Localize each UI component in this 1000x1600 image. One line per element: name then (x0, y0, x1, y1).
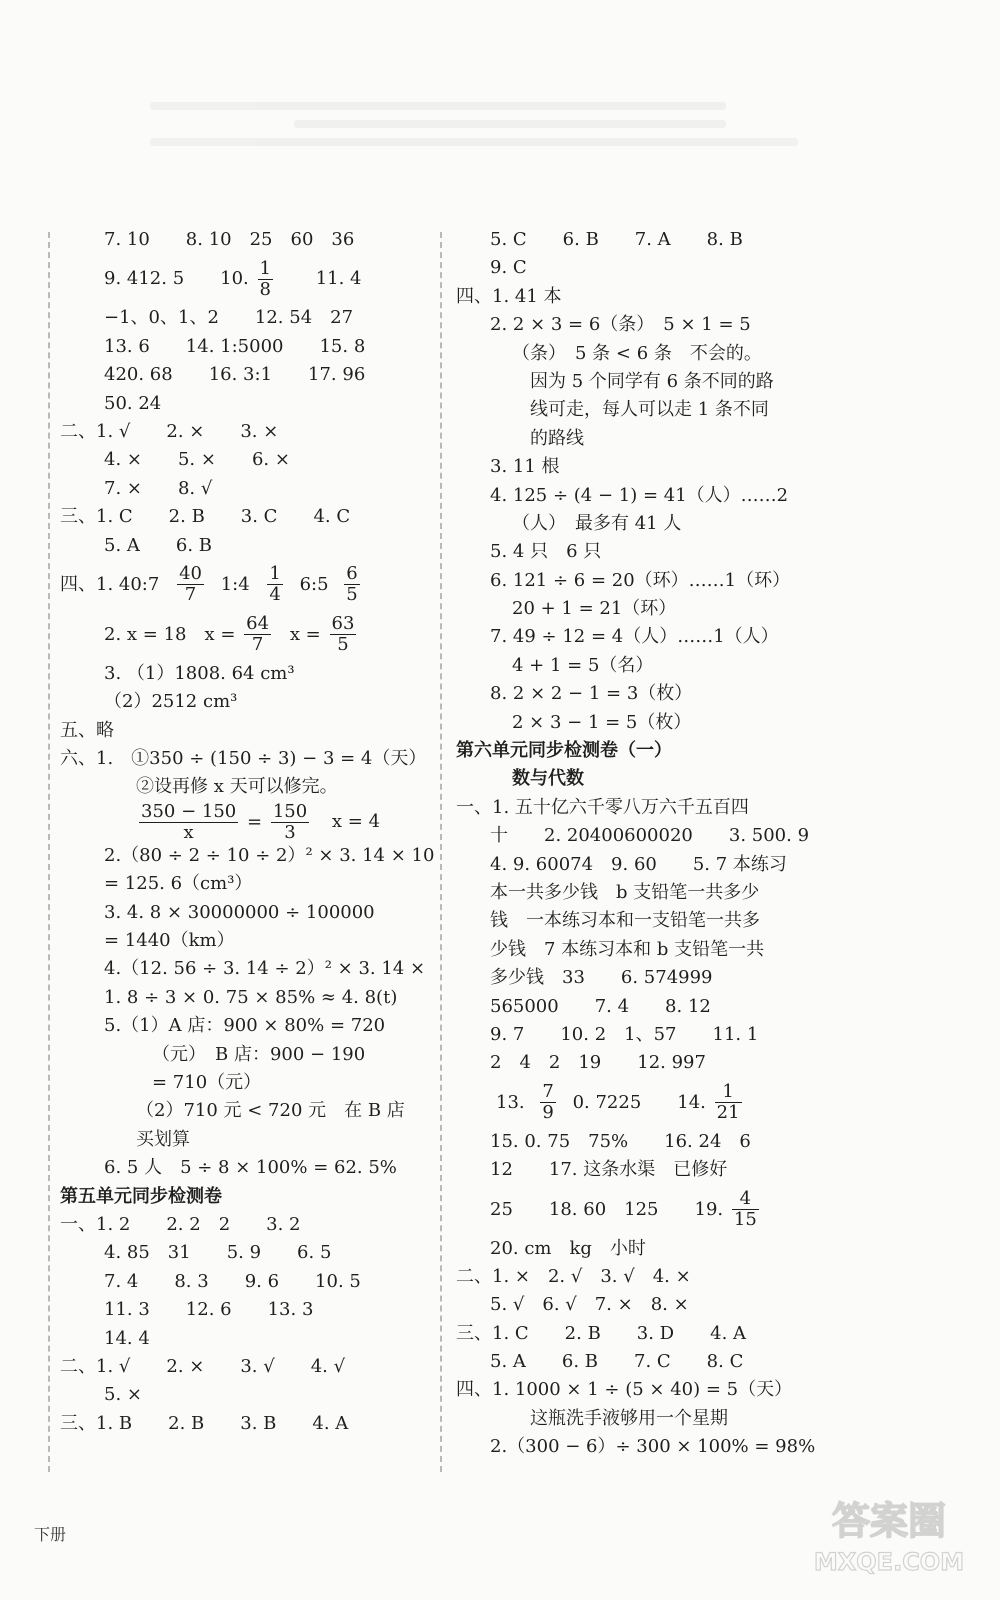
answer-line: 5. √ 6. √ 7. × 8. × (490, 1294, 689, 1316)
answer-line: 14. 4 (104, 1327, 150, 1349)
page-footer: 下册 (34, 1525, 67, 1544)
answer-line: 这瓶洗手液够用一个星期 (530, 1407, 728, 1429)
fraction: $\frac{1}{21}$ (716, 1081, 740, 1124)
watermark-title: 答案圈 (831, 1499, 947, 1543)
answer-line: 四、1. 1000 × 1 ÷ (5 × 40) = 5（天） (456, 1379, 793, 1401)
answer-line: 三、1. C 2. B 3. D 4. A (456, 1322, 747, 1344)
answer-line: 三、1. B 2. B 3. B 4. A (60, 1412, 349, 1434)
fraction: $\frac{4}{15}$ (733, 1188, 757, 1230)
watermark-logo (804, 1488, 974, 1578)
answer-line: 8. 2 × 2 − 1 = 3（枚） (490, 683, 693, 705)
answer-line: 一、1. 五十亿六千零八万六千五百四 (456, 796, 749, 818)
fraction: $\frac{6}{5}$ (346, 563, 358, 606)
answer-line: 13. $\frac{7}{9}$ 0. 7225 14. $\frac{1}{21}$ (496, 1081, 740, 1124)
answer-line: 钱 一本练习本和一支铅笔一共多 (490, 910, 760, 932)
answer-line: 4. 9. 60074 9. 60 5. 7 本练习 (490, 853, 787, 875)
fraction: $\frac{7}{9}$ (542, 1081, 554, 1124)
answer-line: = 1440（km） (104, 930, 235, 952)
answer-line: 2 × 3 − 1 = 5（枚） (512, 711, 692, 733)
answer-line: 一、1. 2 2. 2 2 3. 2 (60, 1213, 301, 1235)
answer-line: 20 + 1 = 21（环） (512, 598, 677, 620)
left-column (60, 226, 435, 1438)
answer-line: ②设再修 x 天可以修完。 (136, 776, 338, 798)
answer-line: 4.（12. 56 ÷ 3. 14 ÷ 2）² × 3. 14 × (104, 958, 426, 980)
answer-line: 买划算 (136, 1128, 190, 1150)
answer-line: 20. cm kg 小时 (490, 1237, 646, 1259)
answer-line: 4. 125 ÷ (4 − 1) = 41（人）……2 (490, 484, 789, 506)
section-subheading: 数与代数 (512, 768, 584, 790)
answer-line: （2）2512 cm³ (104, 691, 238, 713)
answer-line: $\frac{350 - 150}{x}$ = $\frac{150}{3}$ x = 4 (141, 800, 381, 843)
answer-line: 六、1. ①350 ÷ (150 ÷ 3) − 3 = 4（天） (60, 748, 427, 770)
watermark-url: MXQE.COM (813, 1548, 965, 1576)
answer-line: 12 17. 这条水渠 已修好 (490, 1159, 728, 1181)
answer-line: 多少钱 33 6. 574999 (490, 967, 713, 989)
answer-line: 4 + 1 = 5（名） (512, 654, 654, 676)
answer-line: 3. （1）1808. 64 cm³ (104, 662, 295, 684)
answer-line: 13. 6 14. 1:5000 15. 8 (104, 335, 366, 357)
answer-line: 5.（1）A 店：900 × 80% = 720 (104, 1015, 386, 1037)
fraction: $\frac{63}{5}$ (331, 613, 355, 656)
answer-line: 2.（80 ÷ 2 ÷ 10 ÷ 2）² × 3. 14 × 10 (104, 844, 435, 866)
section-heading: 第六单元同步检测卷（一） (456, 740, 672, 762)
answer-line: 五、略 (60, 719, 114, 741)
answer-line: = 710（元） (152, 1071, 262, 1093)
answer-line: 5. 4 只 6 只 (490, 541, 602, 563)
answer-line: 二、1. √ 2. × 3. √ 4. √ (60, 1355, 346, 1377)
answer-line: 本一共多少钱 b 支铅笔一共多少 (490, 881, 760, 903)
answer-line: 420. 68 16. 3:1 17. 96 (104, 364, 366, 386)
answer-line: 25 18. 60 125 19. $\frac{4}{15}$ (490, 1188, 757, 1230)
answer-line: 5. × (104, 1384, 142, 1406)
fraction: $\frac{150}{3}$ (272, 800, 308, 843)
fraction: $\frac{1}{4}$ (269, 563, 281, 606)
answer-line: 四、1. 40:7 $\frac{40}{7}$ 1:4 $\frac{1}{4}$ 6:5 $\frac{6}{5}$ (60, 563, 358, 606)
faded-header-text (150, 92, 870, 192)
answer-line: 6. 121 ÷ 6 = 20（环）……1（环） (490, 569, 791, 591)
answer-line: = 125. 6（cm³） (104, 873, 253, 895)
answer-line: 2 4 2 19 12. 997 (490, 1052, 706, 1074)
answer-line: 9. 7 10. 2 1、57 11. 1 (490, 1023, 759, 1045)
answer-line: 2.（300 − 6）÷ 300 × 100% = 98% (490, 1436, 816, 1458)
answer-line: 2. x = 18 x = $\frac{64}{7}$ x = $\frac{63}{5}$ (104, 613, 355, 656)
answer-line: 少钱 7 本练习本和 b 支铅笔一共 (490, 938, 765, 960)
answer-line: 5. A 6. B (104, 534, 213, 556)
answer-line: （2）710 元 < 720 元 在 B 店 (136, 1100, 405, 1122)
right-column (456, 226, 976, 1462)
answer-line: 5. A 6. B 7. C 8. C (490, 1351, 744, 1373)
answer-line: 三、1. C 2. B 3. C 4. C (60, 506, 351, 528)
fraction: $\frac{40}{7}$ (179, 563, 202, 606)
answer-line: 7. 4 8. 3 9. 6 10. 5 (104, 1270, 361, 1292)
answer-line: 15. 0. 75 75% 16. 24 6 (490, 1130, 751, 1152)
answer-line: 2. 2 × 3 = 6（条） 5 × 1 = 5 (490, 314, 751, 336)
answer-line: 3. 4. 8 × 30000000 ÷ 100000 (104, 901, 375, 923)
section-heading: 第五单元同步检测卷 (60, 1185, 222, 1207)
answer-line: 因为 5 个同学有 6 条不同的路 (530, 370, 774, 392)
answer-line: 二、1. × 2. √ 3. √ 4. × (456, 1265, 691, 1287)
answer-line: 9. C (490, 257, 527, 279)
answer-line: （人） 最多有 41 人 (512, 512, 682, 534)
answer-line: 4. 85 31 5. 9 6. 5 (104, 1242, 332, 1264)
answer-line: 十 2. 20400600020 3. 500. 9 (490, 825, 810, 847)
answer-line: 7. 49 ÷ 12 = 4（人）……1（人） (490, 626, 779, 648)
answer-line: 565000 7. 4 8. 12 (490, 995, 711, 1017)
column-divider (440, 232, 442, 1472)
answer-line: 7. 10 8. 10 25 60 36 (104, 229, 355, 250)
answer-line: 四、1. 41 本 (456, 285, 562, 307)
answer-line: 3. 11 根 (490, 456, 560, 478)
answer-line: 5. C 6. B 7. A 8. B (490, 229, 743, 250)
fraction: $\frac{350 - 150}{x}$ (141, 800, 237, 843)
left-margin-dashes (48, 232, 50, 1472)
answer-line: −1、0、1、2 12. 54 27 (104, 307, 354, 329)
answer-line: 1. 8 ÷ 3 × 0. 75 × 85% ≈ 4. 8(t) (104, 986, 398, 1008)
answer-line: 7. × 8. √ (104, 477, 213, 499)
answer-line: 6. 5 人 5 ÷ 8 × 100% = 62. 5% (104, 1157, 397, 1179)
fraction: $\frac{64}{7}$ (246, 613, 270, 656)
answer-line: 的路线 (530, 427, 584, 449)
answer-line: 11. 3 12. 6 13. 3 (104, 1299, 314, 1321)
answer-line: 50. 24 (104, 392, 162, 414)
fraction: $\frac{1}{8}$ (259, 257, 271, 300)
answer-line: 二、1. √ 2. × 3. × (60, 420, 279, 442)
answer-line: 线可走，每人可以走 1 条不同 (530, 399, 769, 421)
answer-line: （条） 5 条 < 6 条 不会的。 (512, 342, 762, 364)
answer-line: （元） B 店：900 − 190 (152, 1043, 366, 1065)
answer-line: 4. × 5. × 6. × (104, 449, 290, 471)
answer-line: 9. 412. 5 10. $\frac{1}{8}$ 11. 4 (104, 257, 362, 300)
